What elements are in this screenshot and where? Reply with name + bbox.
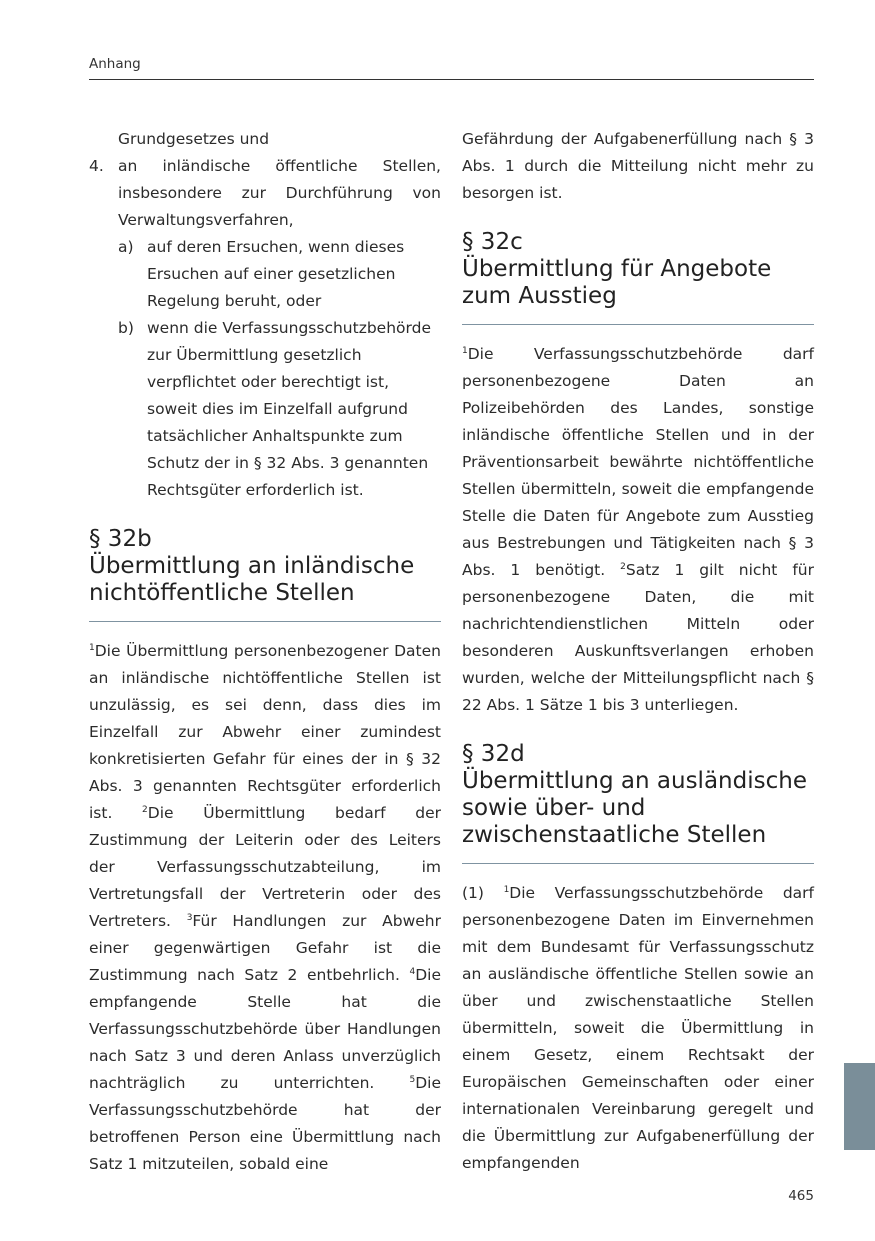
section-number: § 32c bbox=[462, 229, 523, 255]
section-32c bbox=[462, 229, 814, 719]
section-title: Übermittlung an inländische nichtöffentliche Stellen bbox=[89, 553, 415, 606]
sentence-1: Die Verfassungsschutzbehörde darf personenbezogene Daten im Einvernehmen mit dem Bundesamt für Verfassungsschutz an ausländische öffentliche Stellen sowie an über und zwischenstaatliche Stellen übermitteln, soweit die Übermittlung in einem Gesetz, einem Rechtsakt der Europäischen Gemeinschaften oder einer internationalen Vereinbarung geregelt und die Übermittlung zur Aufgabenerfüllung der empfangenden bbox=[462, 884, 814, 1172]
sentence-1: Die Verfassungsschutzbehörde darf personenbezogene Daten an Polizeibehörden des Landes, sonstige inländische öffentliche Stellen und in der Präventionsarbeit bewährte nichtöffentliche Stellen übermitteln, soweit die empfangende Stelle die Daten für Angebote zum Ausstieg aus Bestrebungen und Tätigkeiten nach § 3 Abs. 1 benötigt. bbox=[462, 345, 814, 579]
list-item-4b bbox=[89, 315, 441, 504]
section-number: § 32d bbox=[462, 741, 525, 767]
sentence-1: Die Übermittlung personenbezogener Daten an inländische nichtöffentliche Stellen ist unzulässig, es sei denn, dass dies im Einzelfall zur Abwehr einer zumindest konkretisierten Gefahr für eines der in § 32 Abs. 3 genannten Rechtsgüter erforderlich ist. bbox=[89, 642, 441, 822]
list-item-4a bbox=[89, 234, 441, 315]
list-text: auf deren Ersuchen, wenn dieses Ersuchen auf einer gesetzlichen Regelung beruht, oder bbox=[147, 238, 405, 310]
page-number: 465 bbox=[788, 1188, 814, 1204]
left-column bbox=[89, 126, 441, 1178]
sentence-2: Die Übermittlung bedarf der Zustimmung der Leiterin oder des Leiters der Verfassungsschutzabteilung, im Vertretungsfall der Vertreterin oder des Vertreters. bbox=[89, 804, 441, 930]
running-header: Anhang bbox=[89, 56, 141, 72]
section-rule bbox=[89, 621, 441, 622]
chapter-tab-marker bbox=[844, 1063, 875, 1150]
list-text: an inländische öffentliche Stellen, insbesondere zur Durchführung von Verwaltungsverfahren, bbox=[118, 157, 441, 229]
list-number: b) bbox=[118, 319, 134, 337]
header-rule bbox=[89, 79, 814, 80]
sentence-3: Für Handlungen zur Abwehr einer gegenwärtigen Gefahr ist die Zustimmung nach Satz 2 entbehrlich. bbox=[89, 912, 441, 984]
list-item-4 bbox=[89, 153, 441, 234]
section-32b bbox=[89, 526, 441, 1178]
section-title: Übermittlung für Angebote zum Ausstieg bbox=[462, 256, 772, 309]
sentence-4: Die empfangende Stelle hat die Verfassungsschutzbehörde über Handlungen nach Satz 3 und deren Anlass unverzüglich nachträglich zu unterrichten. bbox=[89, 966, 441, 1092]
sentence-5: Die Verfassungsschutzbehörde hat der betroffenen Person eine Übermittlung nach Satz 1 mitzuteilen, sobald eine bbox=[89, 1074, 441, 1173]
list-number: a) bbox=[118, 238, 134, 256]
section-number: § 32b bbox=[89, 526, 152, 552]
sentence-2: Satz 1 gilt nicht für personenbezogene Daten, die mit nachrichtendienstlichen Mitteln oder besonderen Auskunftsverlangen erhoben wurden, welche der Mitteilungspflicht nach § 22 Abs. 1 Sätze 1 bis 3 unterliegen. bbox=[462, 561, 814, 714]
continued-text: Grundgesetzes und bbox=[118, 130, 270, 148]
section-title: Übermittlung an ausländische sowie über- und zwischenstaatliche Stellen bbox=[462, 768, 807, 848]
continued-text: Gefährdung der Aufgabenerfüllung nach § 3 Abs. 1 durch die Mitteilung nicht mehr zu besorgen ist. bbox=[462, 130, 814, 202]
section-rule bbox=[462, 863, 814, 864]
list-number: 4. bbox=[89, 157, 104, 175]
section-body: (1) $^1$Die Verfassungsschutzbehörde darf personenbezogene Daten im Einvernehmen mit dem Bundesamt für Verfassungsschutz an ausländische öffentliche Stellen sowie an über und zwischenstaatliche Stellen übermitteln, soweit die Übermittlung in einem Gesetz, einem Rechtsakt der Europäischen Gemeinschaften oder einer internationalen Vereinbarung geregelt und die Übermittlung zur Aufgabenerfüllung der empfangenden bbox=[462, 884, 814, 1172]
section-body: $^1$Die Verfassungsschutzbehörde darf personenbezogene Daten an Polizeibehörden des Landes, sonstige inländische öffentliche Stellen und in der Präventionsarbeit bewährte nichtöffentliche Stellen übermitteln, soweit die empfangende Stelle die Daten für Angebote zum Ausstieg aus Bestrebungen und Tätigkeiten nach § 3 Abs. 1 benötigt. $^2$Satz 1 gilt nicht für personenbezogene Daten, die mit nachrichtendienstlichen Mitteln oder besonderen Auskunftsverlangen erhoben wurden, welche der Mitteilungspflicht nach § 22 Abs. 1 Sätze 1 bis 3 unterliegen. bbox=[462, 345, 814, 714]
paragraph-number: (1) bbox=[462, 884, 484, 902]
section-body: $^1$Die Übermittlung personenbezogener Daten an inländische nichtöffentliche Stellen ist unzulässig, es sei denn, dass dies im Einzelfall zur Abwehr einer zumindest konkretisierten Gefahr für eines der in § 32 Abs. 3 genannten Rechtsgüter erforderlich ist. $^2$Die Übermittlung bedarf der Zustimmung der Leiterin oder des Leiters der Verfassungsschutzabteilung, im Vertretungsfall der Vertreterin oder des Vertreters. $^3$Für Handlungen zur Abwehr einer gegenwärtigen Gefahr ist die Zustimmung nach Satz 2 entbehrlich. $^4$Die empfangende Stelle hat die Verfassungsschutzbehörde über Handlungen nach Satz 3 und deren Anlass unverzüglich nachträglich zu unterrichten. $^5$Die Verfassungsschutzbehörde hat der betroffenen Person eine Übermittlung nach Satz 1 mitzuteilen, sobald eine bbox=[89, 642, 441, 1173]
list-text: wenn die Verfassungsschutzbehörde zur Übermittlung gesetzlich verpflichtet oder berechtigt ist, soweit dies im Einzelfall aufgrund tatsächlicher Anhaltspunkte zum Schutz der in § 32 Abs. 3 genannten Rechtsgüter erforderlich ist. bbox=[147, 319, 431, 499]
section-rule bbox=[462, 324, 814, 325]
section-32d bbox=[462, 741, 814, 1177]
right-column bbox=[462, 126, 814, 1177]
